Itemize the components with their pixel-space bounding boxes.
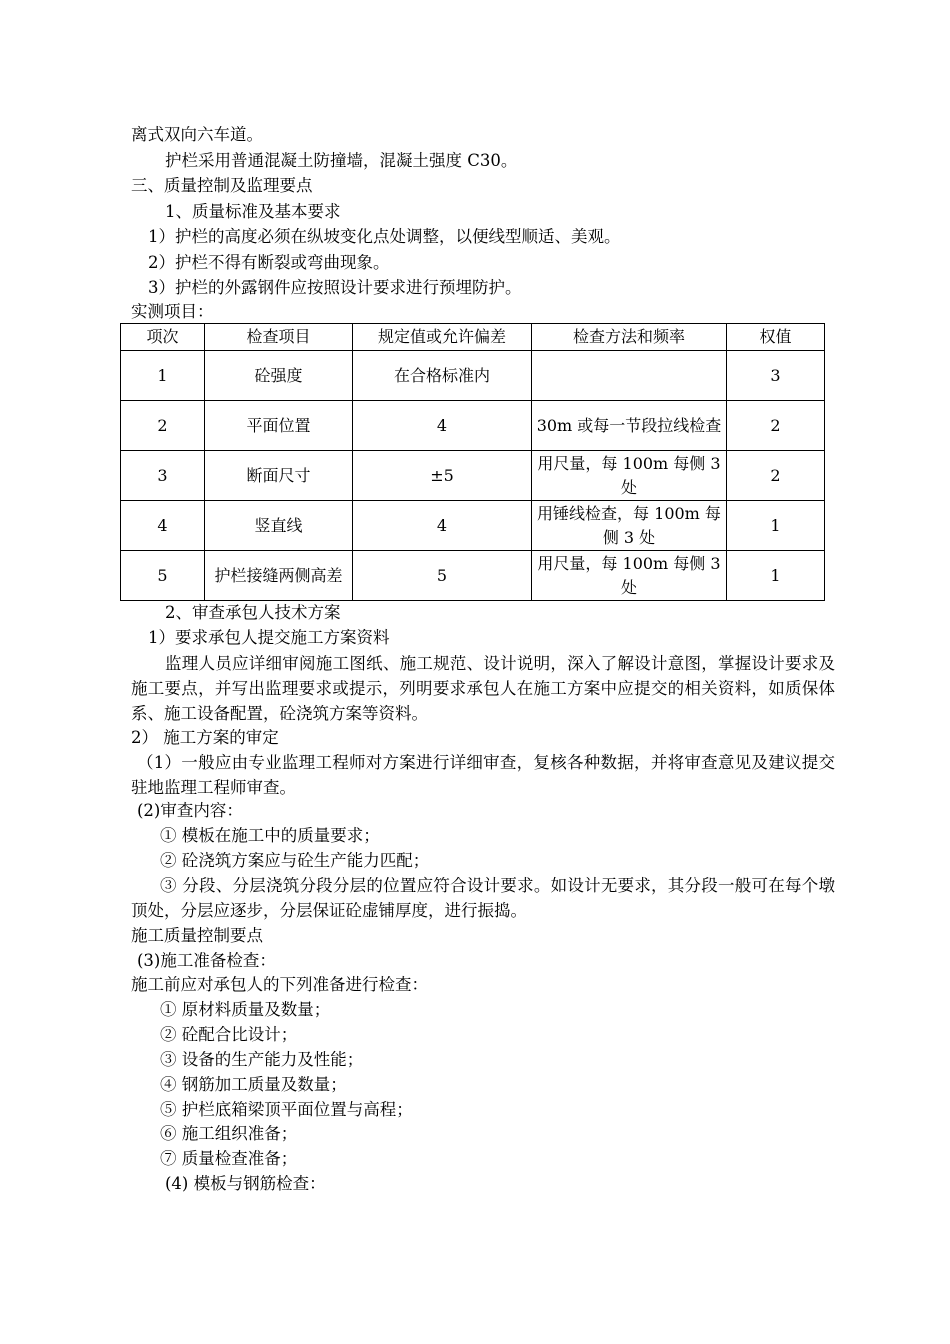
cell-weight: 2 bbox=[727, 451, 825, 501]
cell-weight: 3 bbox=[727, 351, 825, 401]
subsection-heading: 1）要求承包人提交施工方案资料 bbox=[148, 628, 390, 647]
text-line: 护栏采用普通混凝土防撞墙，混凝土强度 C30。 bbox=[165, 151, 518, 170]
list-item: ① 原材料质量及数量； bbox=[160, 1000, 331, 1019]
table-row bbox=[121, 501, 825, 551]
cell-method: 30m 或每一节段拉线检查 bbox=[532, 401, 727, 451]
cell-tolerance: 4 bbox=[353, 401, 532, 451]
section-heading: 三、质量控制及监理要点 bbox=[131, 176, 313, 195]
subsection-heading: 1、质量标准及基本要求 bbox=[165, 202, 341, 221]
cell-method: 用尺量，每 100m 每侧 3 处 bbox=[532, 451, 727, 501]
list-item: ② 砼浇筑方案应与砼生产能力匹配； bbox=[160, 851, 430, 870]
cell-check-item: 砼强度 bbox=[205, 351, 353, 401]
list-item: ⑦ 质量检查准备； bbox=[160, 1149, 298, 1168]
list-item: ④ 钢筋加工质量及数量； bbox=[160, 1075, 347, 1094]
cell-check-item: 断面尺寸 bbox=[205, 451, 353, 501]
cell-tolerance: ±5 bbox=[353, 451, 532, 501]
paragraph: （1）一般应由专业监理工程师对方案进行详细审查，复核各种数据，并将审查意见及建议提交驻地监理工程师审查。 bbox=[131, 753, 835, 797]
table-row bbox=[121, 351, 825, 401]
text-line: 2）护栏不得有断裂或弯曲现象。 bbox=[148, 253, 390, 272]
cell-tolerance: 5 bbox=[353, 551, 532, 601]
cell-method: 用锤线检查，每 100m 每侧 3 处 bbox=[532, 501, 727, 551]
table-row bbox=[121, 401, 825, 451]
cell-method bbox=[532, 351, 727, 401]
list-item: ⑤ 护栏底箱梁顶平面位置与高程； bbox=[160, 1100, 413, 1119]
text-line: 1）护栏的高度必须在纵坡变化点处调整，以便线型顺适、美观。 bbox=[148, 227, 621, 246]
list-item: ③ 分段、分层浇筑分段分层的位置应符合设计要求。如设计无要求，其分段一般可在每个墩顶处，分层应逐步，分层保证砼虚铺厚度，进行振捣。 bbox=[131, 876, 835, 920]
text-line: (3)施工准备检查： bbox=[137, 951, 276, 970]
header-item-no: 项次 bbox=[121, 324, 205, 351]
paragraph: 监理人员应详细审阅施工图纸、施工规范、设计说明，深入了解设计意图，掌握设计要求及施工要点，并写出监理要求或提示，列明要求承包人在施工方案中应提交的相关资料，如质保体系、施工设备配置，砼浇筑方案等资料。 bbox=[131, 654, 835, 723]
cell-weight: 1 bbox=[727, 501, 825, 551]
header-check-item: 检查项目 bbox=[205, 324, 353, 351]
text-line: 施工前应对承包人的下列准备进行检查： bbox=[131, 975, 428, 994]
subsection-heading: 2） 施工方案的审定 bbox=[131, 728, 279, 747]
cell-tolerance: 在合格标准内 bbox=[353, 351, 532, 401]
cell-check-item: 平面位置 bbox=[205, 401, 353, 451]
section-heading: 施工质量控制要点 bbox=[131, 926, 263, 945]
subsection-heading: 2、审查承包人技术方案 bbox=[165, 603, 341, 622]
cell-check-item: 竖直线 bbox=[205, 501, 353, 551]
cell-weight: 2 bbox=[727, 401, 825, 451]
cell-weight: 1 bbox=[727, 551, 825, 601]
list-item: ① 模板在施工中的质量要求； bbox=[160, 826, 380, 845]
cell-item-no: 4 bbox=[121, 501, 205, 551]
header-tolerance: 规定值或允许偏差 bbox=[353, 324, 532, 351]
cell-item-no: 2 bbox=[121, 401, 205, 451]
list-item: ② 砼配合比设计； bbox=[160, 1025, 298, 1044]
inspection-table bbox=[120, 323, 825, 601]
text-line: (4) 模板与钢筋检查： bbox=[165, 1174, 326, 1193]
cell-item-no: 1 bbox=[121, 351, 205, 401]
cell-item-no: 5 bbox=[121, 551, 205, 601]
table-header-row bbox=[121, 324, 825, 351]
list-item: ⑥ 施工组织准备； bbox=[160, 1124, 298, 1143]
list-item: ③ 设备的生产能力及性能； bbox=[160, 1050, 364, 1069]
cell-tolerance: 4 bbox=[353, 501, 532, 551]
cell-method: 用尺量，每 100m 每侧 3 处 bbox=[532, 551, 727, 601]
table-row bbox=[121, 551, 825, 601]
table-caption: 实测项目： bbox=[131, 302, 214, 321]
text-line: (2)审查内容： bbox=[137, 801, 243, 820]
header-weight: 权值 bbox=[727, 324, 825, 351]
header-method: 检查方法和频率 bbox=[532, 324, 727, 351]
cell-item-no: 3 bbox=[121, 451, 205, 501]
text-line: 3）护栏的外露钢件应按照设计要求进行预埋防护。 bbox=[148, 278, 522, 297]
cell-check-item: 护栏接缝两侧高差 bbox=[205, 551, 353, 601]
table-row bbox=[121, 451, 825, 501]
text-line: 离式双向六车道。 bbox=[131, 125, 263, 144]
